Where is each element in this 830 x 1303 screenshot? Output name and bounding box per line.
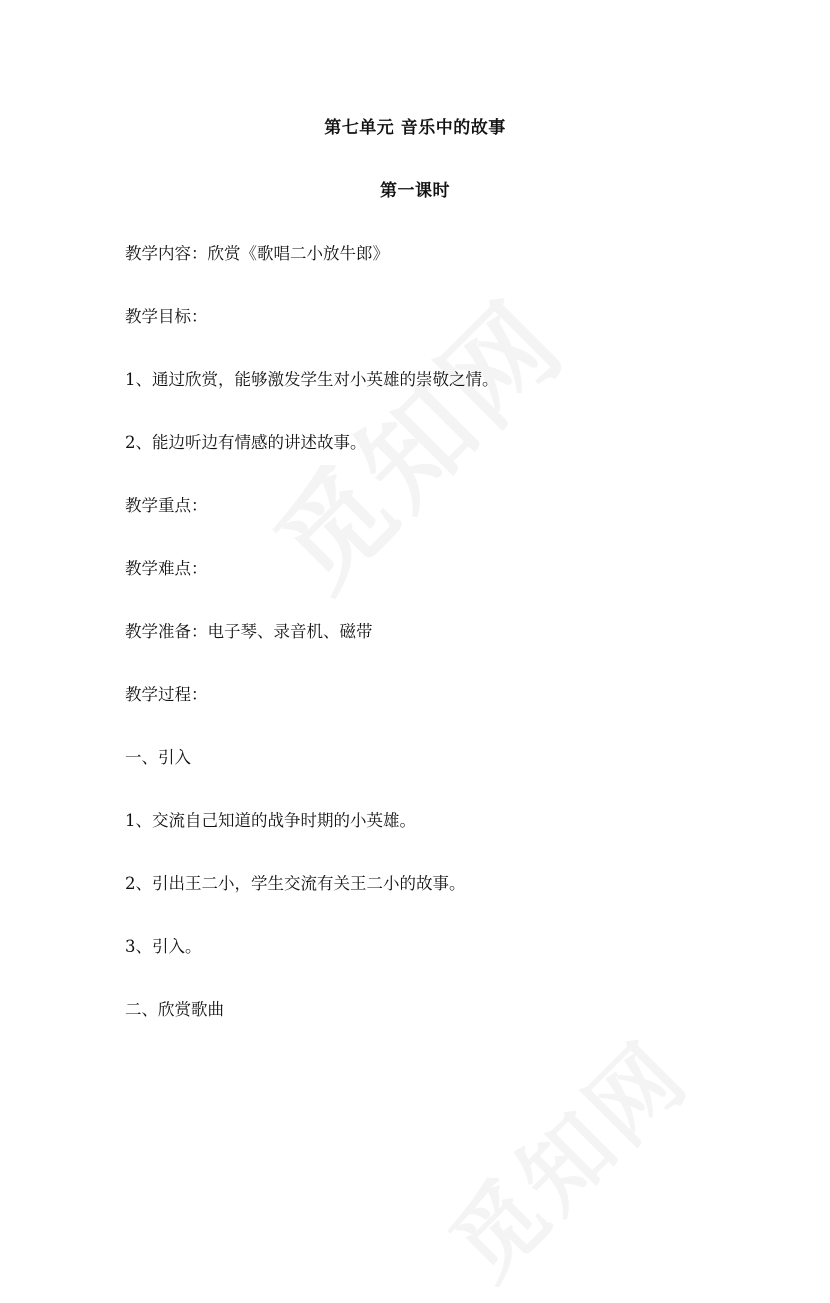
line-key-points: 教学重点： <box>125 496 208 515</box>
document-title: 第七单元 音乐中的故事 <box>324 118 506 138</box>
line-section-1: 一、引入 <box>125 748 191 767</box>
line-step-3: 3、引入。 <box>125 937 202 956</box>
line-preparation: 教学准备：电子琴、录音机、磁带 <box>125 622 373 641</box>
line-teaching-content: 教学内容：欣赏《歌唱二小放牛郎》 <box>125 244 389 263</box>
line-teaching-goals-heading: 教学目标： <box>125 307 208 326</box>
line-step-1: 1、交流自己知道的战争时期的小英雄。 <box>125 811 416 830</box>
line-difficulties: 教学难点： <box>125 559 208 578</box>
line-process-heading: 教学过程： <box>125 685 208 704</box>
line-step-2: 2、引出王二小，学生交流有关王二小的故事。 <box>125 874 466 893</box>
watermark-bottom <box>416 1007 712 1303</box>
line-goal-1: 1、通过欣赏，能够激发学生对小英雄的崇敬之情。 <box>125 370 499 389</box>
document-subtitle: 第一课时 <box>380 181 450 201</box>
line-goal-2: 2、能边听边有情感的讲述故事。 <box>125 433 367 452</box>
line-section-2: 二、欣赏歌曲 <box>125 1000 224 1019</box>
